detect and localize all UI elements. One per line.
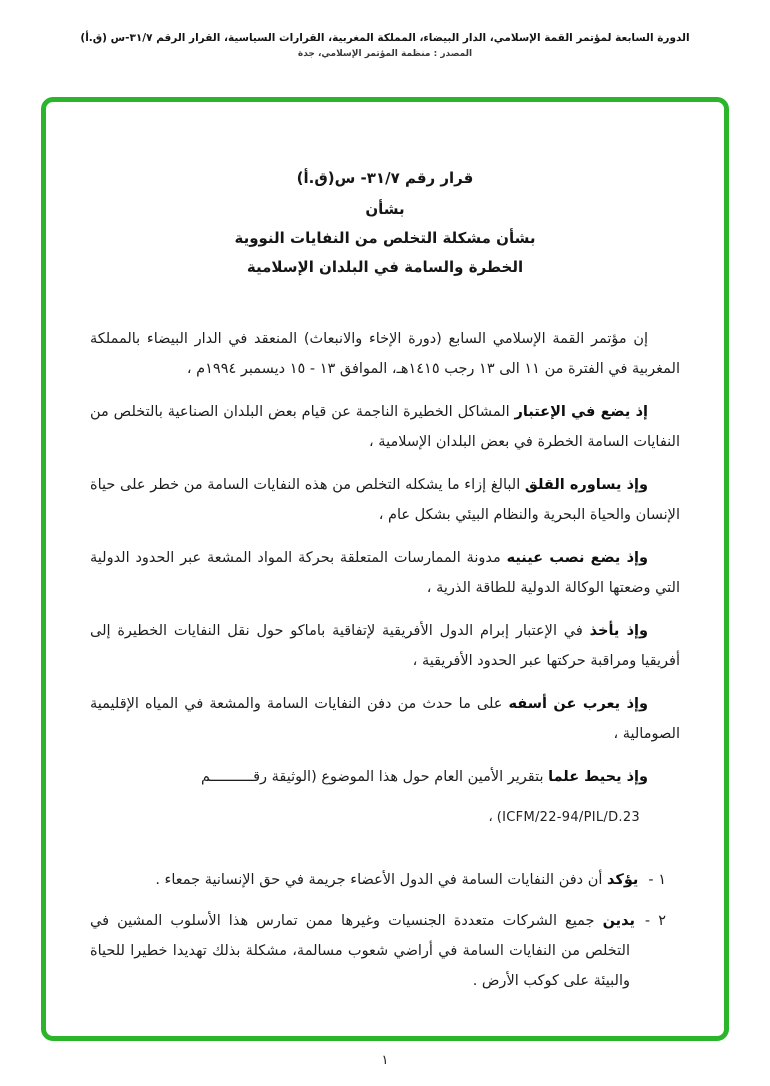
resolution-regarding-line: بشأن xyxy=(365,200,405,218)
paragraph-lead: وإذ يساوره القلق xyxy=(524,477,648,493)
document-reference-line xyxy=(90,805,680,831)
operative-clause-1 xyxy=(90,865,666,895)
paragraph-text: المشاكل الخطيرة الناجمة عن قيام بعض البلدان الصناعية بالتخلص من النفايات السامة الخطرة في بعض البلدان الإسلامية ، xyxy=(90,404,680,450)
preamble-paragraph-2 xyxy=(90,397,680,457)
paragraph-lead: وإذ يحيط علما xyxy=(548,769,648,785)
document-reference-comma: ، xyxy=(488,810,493,825)
resolution-subject-line1: بشأن مشكلة التخلص من النفايات النووية xyxy=(234,229,536,247)
document-header xyxy=(0,32,770,59)
clause-number: ١ - xyxy=(648,872,666,888)
page-number: ١ xyxy=(381,1053,389,1068)
paragraph-lead: إذ يضع في الإعتبار xyxy=(514,404,648,420)
document-body xyxy=(46,102,724,1036)
green-highlight-frame xyxy=(41,97,729,1041)
header-source-label: المصدر : xyxy=(433,49,473,59)
resolution-subject-line2: الخطرة والسامة في البلدان الإسلامية xyxy=(246,258,524,276)
paragraph-text: البالغ إزاء ما يشكله التخلص من هذه النفايات السامة من خطر على حياة الإنسان والحياة البحرية والنظام البيئي بشكل عام ، xyxy=(90,477,680,523)
paragraph-text: مدونة الممارسات المتعلقة بحركة المواد المشعة عبر الحدود الدولية التي وضعتها الوكالة الدولية للطاقة الذرية ، xyxy=(90,550,680,596)
paragraph-text: بتقرير الأمين العام حول هذا الموضوع (الوثيقة رقــــــــــم xyxy=(200,769,549,785)
clause-verb: يدين xyxy=(602,913,635,929)
header-source-line xyxy=(0,49,770,59)
preamble-paragraph-7 xyxy=(90,762,680,792)
preamble-paragraph-4 xyxy=(90,543,680,603)
resolution-title-block xyxy=(90,164,680,282)
header-citation: الدورة السابعة لمؤتمر القمة الإسلامي، الدار البيضاء، المملكة المغربية، القرارات السياسية، القرار الرقم ٣١/٧-س (ق.أ) xyxy=(80,32,690,44)
paragraph-text: في الإعتبار إبرام الدول الأفريقية لإتفاقية باماكو حول نقل النفايات الخطيرة إلى أفريقيا ومراقبة حركتها عبر الحدود الأفريقية ، xyxy=(90,623,680,669)
clause-verb: يؤكد xyxy=(607,872,639,888)
document-reference-code: (ICFM/22-94/PIL/D.23 xyxy=(496,810,640,825)
header-source-value: منظمة المؤتمر الإسلامي، جدة xyxy=(297,49,431,59)
paragraph-lead: وإذ يضع نصب عينيه xyxy=(506,550,649,566)
operative-clause-2 xyxy=(90,906,666,996)
preamble-paragraph-5 xyxy=(90,616,680,676)
resolution-text xyxy=(90,324,680,996)
preamble-paragraph-6 xyxy=(90,689,680,749)
paragraph-lead: وإذ يعرب عن أسفه xyxy=(508,696,649,712)
operative-clauses xyxy=(90,865,680,996)
preamble-paragraph-3 xyxy=(90,470,680,530)
clause-text: أن دفن النفايات السامة في الدول الأعضاء جريمة في حق الإنسانية جمعاء . xyxy=(155,872,608,888)
resolution-number-line: قرار رقم ٣١/٧- س(ق.أ) xyxy=(296,169,474,187)
preamble-paragraph-1 xyxy=(90,324,680,384)
paragraph-text: على ما حدث من دفن النفايات السامة والمشعة في المياه الإقليمية الصومالية ، xyxy=(90,696,680,742)
paragraph-lead: وإذ يأخذ xyxy=(589,623,649,639)
clause-text: جميع الشركات متعددة الجنسيات وغيرها ممن تمارس هذا الأسلوب المشين في التخلص من النفايات السامة في أراضي شعوب مسالمة، مشكلة بذلك تهديدا خطيرا للحياة والبيئة على كوكب الأرض . xyxy=(90,913,630,989)
paragraph-text: إن مؤتمر القمة الإسلامي السابع (دورة الإخاء والانبعاث) المنعقد في الدار البيضاء بالمملكة المغربية في الفترة من ١١ الى ١٣ رجب ١٤١٥هـ، الموافق ١٣ - ١٥ ديسمبر ١٩٩٤م ، xyxy=(90,331,680,377)
clause-number: ٢ - xyxy=(644,913,667,929)
